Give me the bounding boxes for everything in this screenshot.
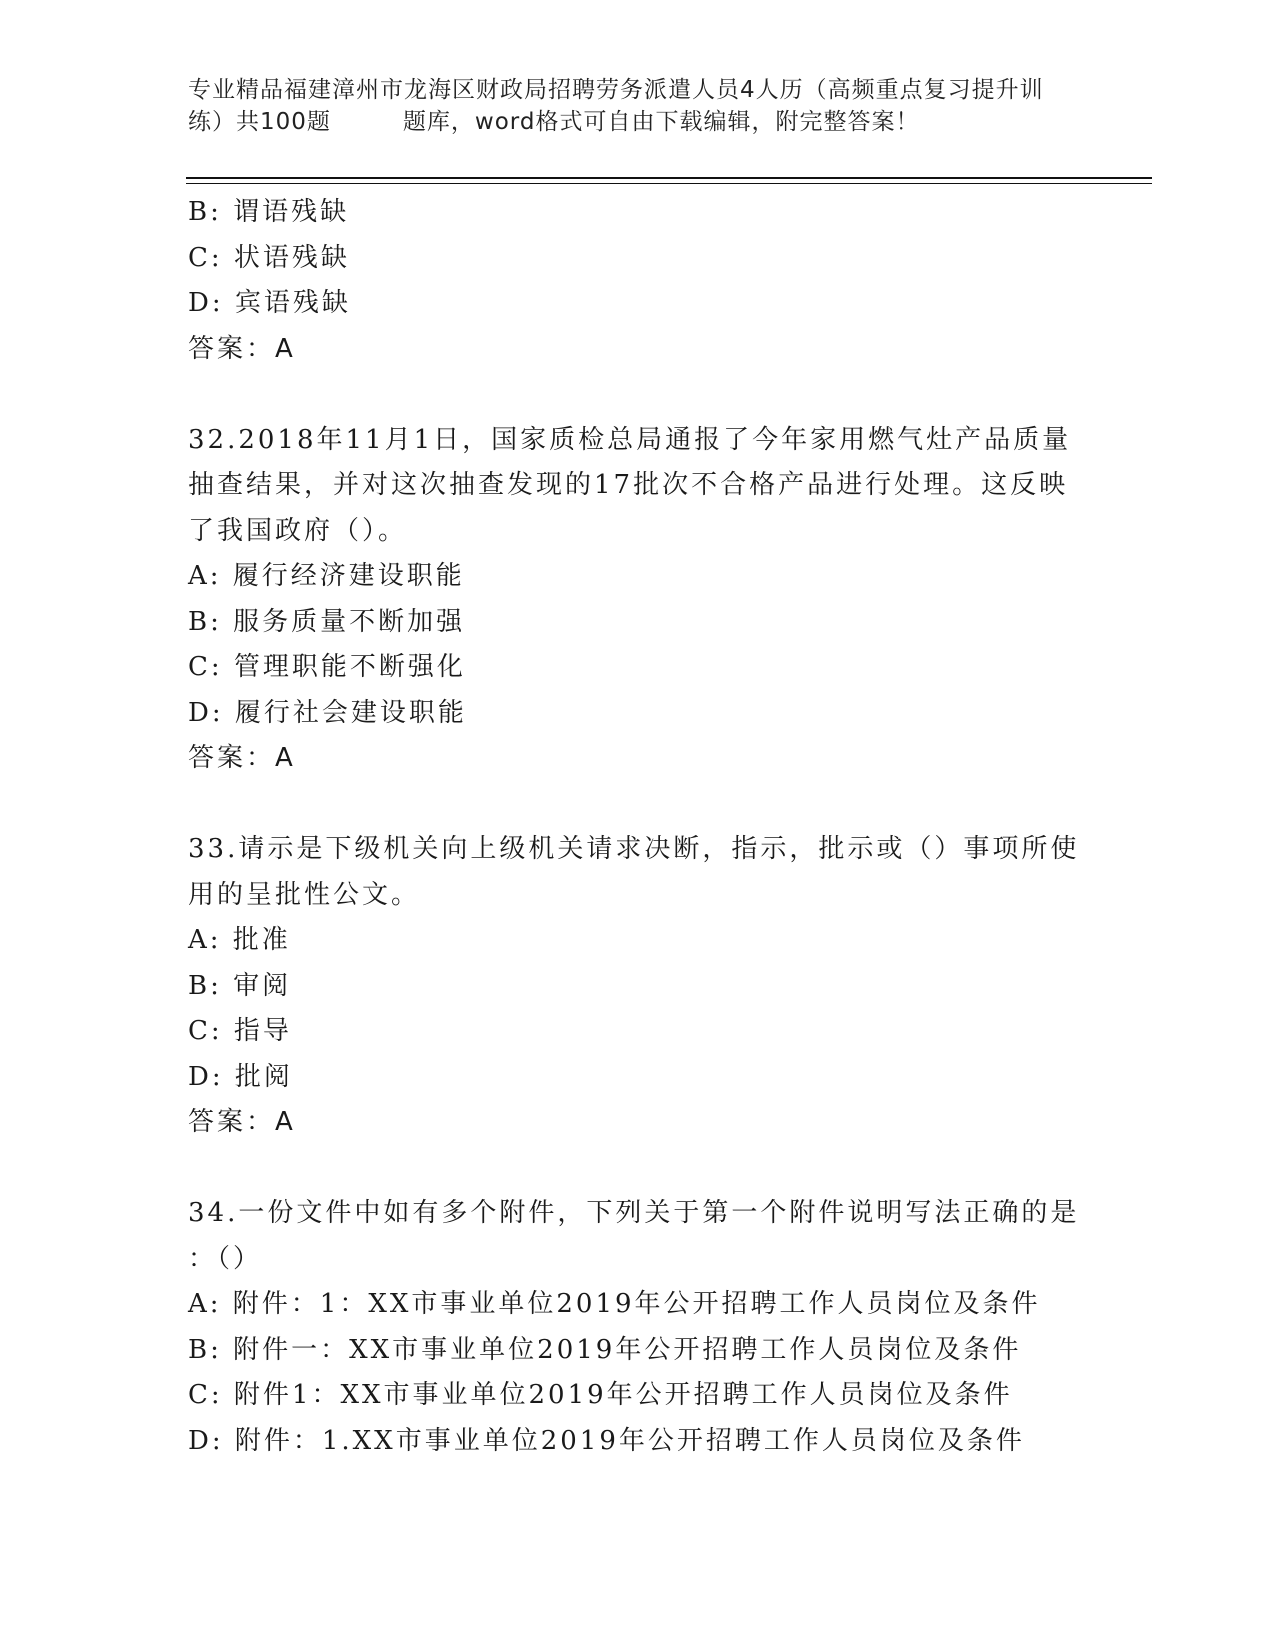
question-stem-line: ：（） <box>188 1243 263 1274</box>
answer-label: 答案：A <box>188 743 296 773</box>
question-32 <box>188 418 1088 782</box>
option-d: D: 批阅 <box>188 1061 293 1092</box>
header-title-line-1: 专业精品福建漳州市龙海区财政局招聘劳务派遣人员4人历（高频重点复习提升训 <box>188 77 1044 103</box>
question-31-tail <box>188 190 1088 372</box>
question-33 <box>188 827 1088 1146</box>
option-c: C: 管理职能不断强化 <box>188 652 466 682</box>
option-d: D: 附件：1.XX市事业单位2019年公开招聘工作人员岗位及条件 <box>188 1425 1025 1456</box>
option-c: C: 状语残缺 <box>188 242 350 273</box>
option-a: A: 批准 <box>188 925 291 955</box>
option-b: B: 谓语残缺 <box>188 197 350 227</box>
header-title-line-2a: 练）共100题 <box>188 109 331 135</box>
option-a: A: 履行经济建设职能 <box>188 561 465 591</box>
question-34 <box>188 1191 1088 1464</box>
option-c: C: 附件1：XX市事业单位2019年公开招聘工作人员岗位及条件 <box>188 1380 1013 1410</box>
header-divider-thin <box>186 183 1152 184</box>
question-stem-line: 33.请示是下级机关向上级机关请求决断，指示，批示或（）事项所使 <box>188 834 1080 864</box>
header-title-line-2 <box>188 106 1088 138</box>
question-stem-line: 用的呈批性公文。 <box>188 879 421 910</box>
option-b: B: 审阅 <box>188 970 292 1001</box>
option-c: C: 指导 <box>188 1016 292 1046</box>
question-stem-line: 了我国政府（）。 <box>188 515 408 546</box>
question-stem-line: 32.2018年11月1日，国家质检总局通报了今年家用燃气灶产品质量 <box>188 424 1072 455</box>
option-b: B: 附件一：XX市事业单位2019年公开招聘工作人员岗位及条件 <box>188 1334 1022 1365</box>
question-list <box>188 190 1088 1464</box>
option-d: D: 履行社会建设职能 <box>188 697 467 728</box>
answer-label: 答案：A <box>188 333 296 364</box>
question-stem-line: 34.一份文件中如有多个附件，下列关于第一个附件说明写法正确的是 <box>188 1198 1080 1228</box>
question-stem-line: 抽查结果，并对这次抽查发现的17批次不合格产品进行处理。这反映 <box>188 470 1069 500</box>
header-title-line-2b: 题库，word格式可自由下载编辑，附完整答案！ <box>402 109 920 135</box>
option-a: A: 附件：1：XX市事业单位2019年公开招聘工作人员岗位及条件 <box>188 1289 1041 1319</box>
option-d: D: 宾语残缺 <box>188 288 351 318</box>
option-b: B: 服务质量不断加强 <box>188 606 466 637</box>
answer-label: 答案：A <box>188 1107 296 1137</box>
header-divider-thick <box>186 177 1152 179</box>
document-header <box>188 74 1088 138</box>
